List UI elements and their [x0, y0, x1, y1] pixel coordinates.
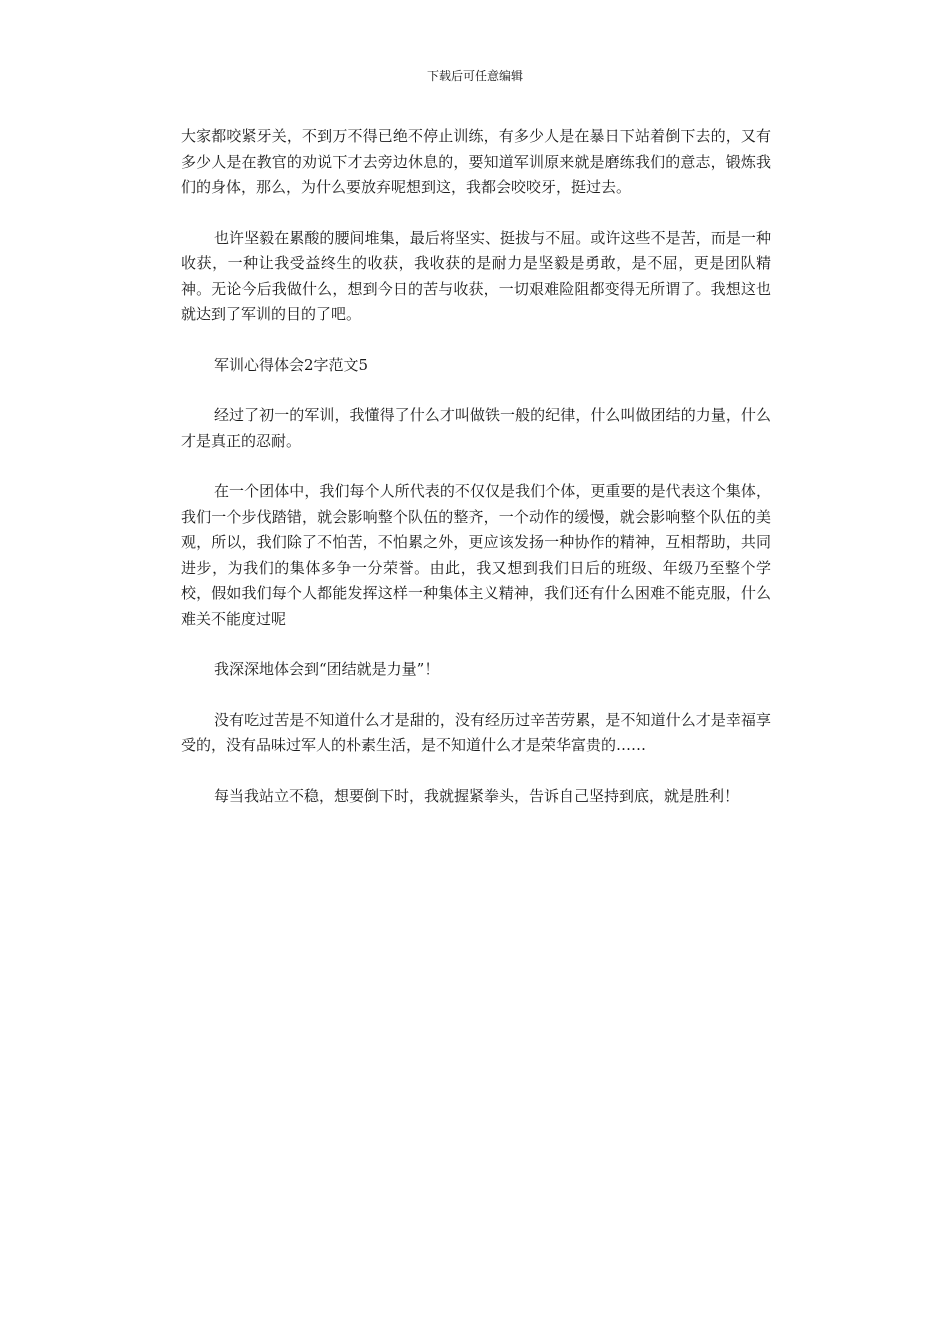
paragraph-7: 每当我站立不稳，想要倒下时，我就握紧拳头，告诉自己坚持到底，就是胜利！: [214, 786, 740, 805]
page-header: 下载后可任意编辑: [426, 69, 523, 83]
section-title: 军训心得体会2字范文5: [214, 355, 369, 374]
paragraph-6: 没有吃过苦是不知道什么才是甜的，没有经历过辛苦劳累，是不知道什么才是幸福享受的，没有品味过军人的朴素生活，是不知道什么才是荣华富贵的……: [181, 710, 771, 754]
paragraph-1: 大家都咬紧牙关，不到万不得已绝不停止训练，有多少人是在暴日下站着倒下去的，又有多少人是在教官的劝说下才去旁边休息的，要知道军训原来就是磨练我们的意志，锻炼我们的身体，那么，为什么要放弃呢想到这，我都会咬咬牙，挺过去。: [181, 127, 771, 196]
paragraph-2: 也许坚毅在累酸的腰间堆集，最后将坚实、挺拔与不屈。或许这些不是苦，而是一种收获，一种让我受益终生的收获，我收获的是耐力是坚毅是勇敢，是不屈，更是团队精神。无论今后我做什么，想到今日的苦与收获，一切艰难险阻都变得无所谓了。我想这也就达到了军训的目的了吧。: [181, 228, 771, 323]
document-body: [181, 124, 771, 834]
paragraph-5: 我深深地体会到“团结就是力量”！: [214, 660, 440, 678]
paragraph-4: 在一个团体中，我们每个人所代表的不仅仅是我们个体，更重要的是代表这个集体，我们一个步伐踏错，就会影响整个队伍的整齐，一个动作的缓慢，就会影响整个队伍的美观，所以，我们除了不怕苦，不怕累之外，更应该发扬一种协作的精神，互相帮助，共同进步，为我们的集体多争一分荣誉。由此，我又想到我们日后的班级、年级乃至整个学校，假如我们每个人都能发挥这样一种集体主义精神，我们还有什么困难不能克服，什么难关不能度过呢: [181, 482, 771, 628]
paragraph-3: 经过了初一的军训，我懂得了什么才叫做铁一般的纪律，什么叫做团结的力量，什么才是真正的忍耐。: [181, 406, 771, 450]
